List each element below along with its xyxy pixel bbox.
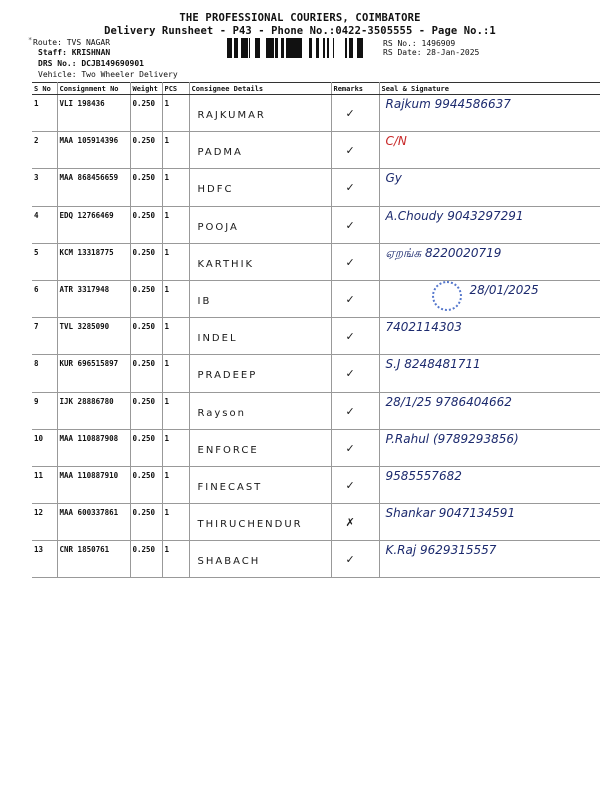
weight-cell: 0.250 <box>130 466 162 503</box>
table-row <box>32 206 600 243</box>
remark-mark: ✓ <box>345 441 355 455</box>
sno-cell: 11 <box>32 466 57 503</box>
consignee-cell <box>189 95 331 132</box>
barcode-bar <box>257 38 258 58</box>
weight-cell: 0.250 <box>130 429 162 466</box>
barcode-bar <box>249 38 250 58</box>
remarks-cell <box>331 243 379 280</box>
barcode-bar <box>268 38 271 58</box>
remarks-cell <box>331 132 379 169</box>
table-row <box>32 466 600 503</box>
remark-mark: ✓ <box>345 330 355 344</box>
handwritten-signature: 28/01/2025 <box>469 282 539 297</box>
consignment-cell: VLI 198436 <box>57 95 130 132</box>
signature-cell <box>379 355 600 392</box>
consignee-cell <box>189 280 331 317</box>
consignment-cell: EDQ 12766469 <box>57 206 130 243</box>
barcode-bar <box>328 38 329 58</box>
weight-cell: 0.250 <box>130 355 162 392</box>
barcode-bar <box>241 38 243 58</box>
barcode-bar <box>333 38 334 58</box>
signature-cell <box>379 280 600 317</box>
signature-cell <box>379 243 600 280</box>
remarks-cell <box>331 95 379 132</box>
signature-cell <box>379 206 600 243</box>
consignment-cell: MAA 110887910 <box>57 466 130 503</box>
remark-mark: ✓ <box>345 478 355 492</box>
weight-cell: 0.250 <box>130 206 162 243</box>
seal-stamp-icon <box>432 281 462 311</box>
barcode-bar <box>288 38 291 58</box>
barcode-bar <box>258 38 260 58</box>
signature-cell <box>379 504 600 541</box>
remark-mark: ✓ <box>345 255 355 269</box>
remarks-cell <box>331 206 379 243</box>
barcode-bar <box>350 38 353 58</box>
sno-cell: 9 <box>32 392 57 429</box>
remarks-cell <box>331 466 379 503</box>
barcode-bar <box>309 38 312 58</box>
signature-cell <box>379 95 600 132</box>
table-row <box>32 504 600 541</box>
barcode <box>227 38 370 58</box>
barcode-bar <box>349 38 350 58</box>
barcode-bar <box>300 38 302 58</box>
consignee-name: Rayson <box>197 407 246 419</box>
sno-cell: 5 <box>32 243 57 280</box>
pcs-cell: 1 <box>162 466 189 503</box>
col-consignee: Consignee Details <box>189 83 331 95</box>
table-row <box>32 541 600 578</box>
signature-cell <box>379 318 600 355</box>
runsheet-title: Delivery Runsheet - P43 - Phone No.:0422-3505555 - Page No.:1 <box>104 25 496 37</box>
barcode-bar <box>295 38 298 58</box>
pcs-cell: 1 <box>162 318 189 355</box>
remarks-cell <box>331 392 379 429</box>
pcs-cell: 1 <box>162 355 189 392</box>
pcs-cell: 1 <box>162 504 189 541</box>
barcode-bar <box>231 38 232 58</box>
consignee-name: IB <box>197 295 212 307</box>
handwritten-signature: 7402114303 <box>385 320 462 335</box>
barcode-bar <box>266 38 268 58</box>
table-header-row <box>32 83 600 95</box>
weight-cell: 0.250 <box>130 504 162 541</box>
remark-mark: ✓ <box>345 107 355 120</box>
handwritten-signature: 28/1/25 9786404662 <box>385 394 512 409</box>
sno-cell: 12 <box>32 504 57 541</box>
consignee-cell <box>189 429 331 466</box>
consignment-cell: ATR 3317948 <box>57 280 130 317</box>
remark-mark: ✓ <box>345 553 355 567</box>
signature-cell <box>379 169 600 206</box>
handwritten-signature: Gy <box>385 171 402 186</box>
pcs-cell: 1 <box>162 541 189 578</box>
sno-cell: 4 <box>32 206 57 243</box>
barcode-bar <box>227 38 229 58</box>
barcode-bar <box>323 38 325 58</box>
barcode-bar <box>237 38 238 58</box>
consignee-name: THIRUCHENDUR <box>197 519 303 531</box>
barcode-bar <box>298 38 300 58</box>
consignee-cell <box>189 392 331 429</box>
consignee-name: POOJA <box>197 221 239 233</box>
signature-cell <box>379 429 600 466</box>
consignment-cell: TVL 3285090 <box>57 318 130 355</box>
barcode-bar <box>360 38 363 58</box>
pcs-cell: 1 <box>162 95 189 132</box>
consignee-cell <box>189 504 331 541</box>
barcode-bar <box>286 38 288 58</box>
table-row <box>32 280 600 317</box>
remarks-cell <box>331 318 379 355</box>
remarks-cell <box>331 541 379 578</box>
weight-cell: 0.250 <box>130 132 162 169</box>
sno-cell: 1 <box>32 95 57 132</box>
handwritten-signature: P.Rahul (9789293856) <box>385 431 519 446</box>
consignee-name: ENFORCE <box>197 444 259 456</box>
remarks-cell <box>331 280 379 317</box>
sno-cell: 2 <box>32 132 57 169</box>
staff-label: Staff: KRISHNAN <box>38 48 111 57</box>
barcode-bar <box>281 38 284 58</box>
pcs-cell: 1 <box>162 392 189 429</box>
consignee-cell <box>189 466 331 503</box>
sno-cell: 13 <box>32 541 57 578</box>
remark-mark: ✓ <box>345 144 355 158</box>
remark-mark: ✓ <box>345 404 355 418</box>
barcode-bar <box>316 38 319 58</box>
consignment-cell: KCM 13318775 <box>57 243 130 280</box>
pcs-cell: 1 <box>162 169 189 206</box>
table-row <box>32 243 600 280</box>
col-signature: Seal & Signature <box>379 83 600 95</box>
pcs-cell: 1 <box>162 132 189 169</box>
weight-cell: 0.250 <box>130 280 162 317</box>
barcode-bar <box>345 38 347 58</box>
remarks-cell <box>331 169 379 206</box>
pcs-cell: 1 <box>162 280 189 317</box>
route-label: Route: TVS NAGAR <box>33 38 111 47</box>
remarks-cell <box>331 504 379 541</box>
barcode-bar <box>294 38 295 58</box>
barcode-bar <box>229 38 231 58</box>
barcode-bar <box>246 38 248 58</box>
company-title: THE PROFESSIONAL COURIERS, COIMBATORE <box>179 12 421 24</box>
consignee-name: KARTHIK <box>197 258 255 270</box>
barcode-bar <box>271 38 274 58</box>
barcode-bar <box>255 38 257 58</box>
consignment-cell: CNR 1850761 <box>57 541 130 578</box>
consignee-name: HDFC <box>197 184 234 196</box>
weight-cell: 0.250 <box>130 392 162 429</box>
pcs-cell: 1 <box>162 243 189 280</box>
remarks-cell <box>331 429 379 466</box>
pcs-cell: 1 <box>162 429 189 466</box>
table-row <box>32 132 600 169</box>
col-remarks: Remarks <box>331 83 379 95</box>
consignment-cell: MAA 600337861 <box>57 504 130 541</box>
consignee-cell <box>189 541 331 578</box>
table-row <box>32 392 600 429</box>
weight-cell: 0.250 <box>130 541 162 578</box>
handwritten-signature: 9585557682 <box>385 468 462 483</box>
barcode-bar <box>327 38 328 58</box>
consignee-cell <box>189 169 331 206</box>
barcode-bar <box>357 38 360 58</box>
weight-cell: 0.250 <box>130 318 162 355</box>
consignee-name: INDEL <box>197 333 238 345</box>
remark-mark: ✓ <box>345 367 355 381</box>
barcode-bar <box>291 38 294 58</box>
weight-cell: 0.250 <box>130 243 162 280</box>
rs-date: RS Date: 28-Jan-2025 <box>383 48 480 57</box>
signature-cell <box>379 132 600 169</box>
handwritten-signature: ஏறங்க 8220020719 <box>385 245 502 260</box>
rs-number: RS No.: 1496909 <box>383 39 456 48</box>
consignee-cell <box>189 132 331 169</box>
col-consignment: Consignment No <box>57 83 130 95</box>
table-row <box>32 318 600 355</box>
table-row <box>32 95 600 132</box>
handwritten-signature: S.J 8248481711 <box>385 357 481 372</box>
signature-cell <box>379 541 600 578</box>
remark-mark: ✓ <box>345 292 355 306</box>
vehicle-label: Vehicle: Two Wheeler Delivery <box>38 70 178 79</box>
weight-cell: 0.250 <box>130 169 162 206</box>
sno-cell: 7 <box>32 318 57 355</box>
barcode-bar <box>243 38 246 58</box>
sno-cell: 3 <box>32 169 57 206</box>
sno-cell: 8 <box>32 355 57 392</box>
col-weight: Weight <box>130 83 162 95</box>
consignment-cell: MAA 868456659 <box>57 169 130 206</box>
col-sno: S No <box>32 83 57 95</box>
consignee-name: RAJKUMAR <box>197 110 266 121</box>
drs-number: DRS No.: DCJB149690901 <box>38 59 144 68</box>
pcs-cell: 1 <box>162 206 189 243</box>
consignment-cell: MAA 105914396 <box>57 132 130 169</box>
handwritten-signature: Shankar 9047134591 <box>385 506 516 521</box>
signature-cell <box>379 466 600 503</box>
sno-cell: 10 <box>32 429 57 466</box>
runsheet-table <box>32 82 600 578</box>
consignee-name: SHABACH <box>197 556 261 568</box>
consignee-cell <box>189 243 331 280</box>
remark-mark: ✓ <box>345 181 355 195</box>
remark-mark: ✗ <box>345 516 355 530</box>
handwritten-signature: A.Choudy 9043297291 <box>385 208 524 223</box>
handwritten-signature: Rajkum 9944586637 <box>385 97 511 111</box>
handwritten-signature: C/N <box>385 134 407 149</box>
consignment-cell: IJK 28886780 <box>57 392 130 429</box>
consignee-cell <box>189 318 331 355</box>
remark-mark: ✓ <box>345 218 355 232</box>
weight-cell: 0.250 <box>130 95 162 132</box>
sno-cell: 6 <box>32 280 57 317</box>
barcode-bar <box>275 38 278 58</box>
table-row <box>32 169 600 206</box>
consignment-cell: MAA 110887908 <box>57 429 130 466</box>
consignment-cell: KUR 696515897 <box>57 355 130 392</box>
consignee-name: PADMA <box>197 147 243 159</box>
table-row <box>32 429 600 466</box>
consignee-cell <box>189 355 331 392</box>
handwritten-signature: K.Raj 9629315557 <box>385 543 497 558</box>
consignee-name: PRADEEP <box>197 370 258 382</box>
signature-cell <box>379 392 600 429</box>
consignee-name: FINECAST <box>197 481 263 493</box>
table-row <box>32 355 600 392</box>
remarks-cell <box>331 355 379 392</box>
consignee-cell <box>189 206 331 243</box>
barcode-bar <box>234 38 237 58</box>
mark: * <box>28 36 33 44</box>
col-pcs: PCS <box>162 83 189 95</box>
